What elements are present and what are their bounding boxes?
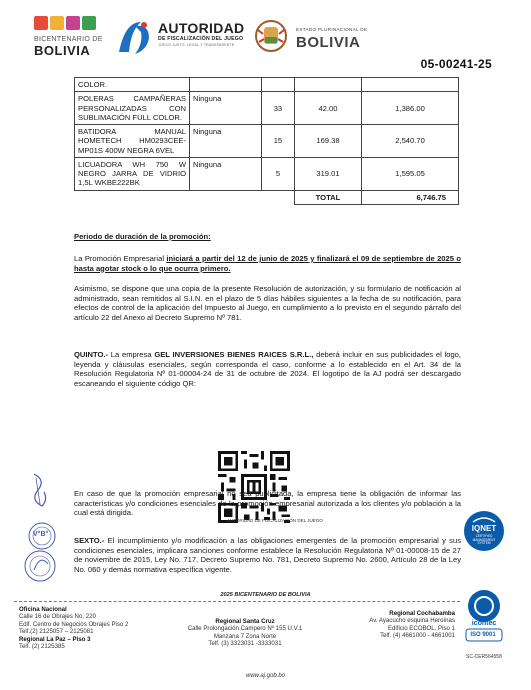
table-row [75, 125, 459, 158]
footer-santacruz-line: Calle Prolongación Campero Nº 155 U.V.1 [187, 625, 303, 633]
item-subtotal [362, 78, 459, 92]
bicentenario-icon-pink [66, 16, 80, 30]
item-description: BATIDORA MANUAL HOMETECH HM0293CEE-MP01S 400W NEGRA 6VEL [75, 125, 190, 158]
item-condition: Ninguna [190, 125, 262, 158]
item-quantity: 5 [262, 157, 295, 190]
handwritten-signature-icon [24, 470, 54, 510]
item-condition: Ninguna [190, 92, 262, 125]
footer-santacruz-line: Telf. (3) 3323031 -3333031 [208, 640, 282, 648]
aj-tagline: JUEGO JUSTO, LEGAL Y TRANSPARENTE [158, 43, 235, 47]
iqnet-subtitle: CERTIFIED MANAGEMENT SYSTEM [472, 534, 496, 546]
period-dates: iniciará a partir del 12 de junio de 2025 y finalizará el 09 de septiembre de 2025 o hasta agotar stock o lo que ocurra primero. [74, 254, 461, 273]
footer-divider [14, 601, 460, 602]
period-paragraph [74, 254, 461, 273]
bicentenario-icon-green [82, 16, 96, 30]
item-condition: Ninguna [190, 157, 262, 190]
iso-9001-label: ISO 9001 [470, 632, 496, 638]
item-description: COLOR. [75, 78, 190, 92]
table-row [75, 78, 459, 92]
total-label: TOTAL [294, 190, 361, 204]
footer-nacional-line: Calle 16 de Obrajes No. 220 [19, 613, 96, 621]
icontec-name: icontec [471, 620, 497, 627]
item-condition [190, 78, 262, 92]
sexto-label: SEXTO.- [74, 536, 105, 545]
item-unit-price [294, 78, 361, 92]
aj-subtitle: DE FISCALIZACIÓN DEL JUEGO [158, 36, 244, 42]
item-unit-price: 319.01 [294, 157, 361, 190]
footer-nacional-title: Oficina Nacional [19, 606, 67, 613]
footer-cochabamba-title: Regional Cochabamba [389, 610, 455, 617]
footer-oficina-nacional [19, 606, 128, 651]
item-quantity: 15 [262, 125, 295, 158]
footer-santacruz-title: Regional Santa Cruz [215, 618, 275, 625]
document-code: 05-00241-25 [420, 57, 492, 71]
aj-logo-icon [111, 16, 155, 60]
notification-paragraph: Asimismo, se dispone que una copia de la presente Resolución de autorización, y su formulario de notificación al administrado, sean remitidos al S.I.N. en el plazo de 5 días hábiles siguientes a la fecha de su notificación, para efectos de control de la aplicación del Impuesto al Juego, en cumplimiento a lo previsto en el segundo párrafo del artículo 22 del Anexo al Decreto Supremo Nº 781. [74, 284, 461, 322]
quinto-text-after: deberá incluir en sus publicidades el logo, leyenda y cláusulas esenciales, según corresponda el caso, conforme a lo establecido en el Art. 34 de la Resolución Regulatoria Nº 01-00004-24 de 31 de octubre de 2024. El logotipo de la AJ podrá ser descargado escaneando el siguiente código QR: [74, 350, 461, 388]
bicentenario-text: BICENTENARIO DE [34, 36, 103, 43]
estado-big-text: BOLIVIA [296, 34, 361, 51]
item-subtotal: 1,386.00 [362, 92, 459, 125]
bicentenario-icon-red [34, 16, 48, 30]
quinto-label: QUINTO.- [74, 350, 109, 359]
quinto-text-before: La empresa [108, 350, 155, 359]
footer-lapaz-title: Regional La Paz – Piso 3 [19, 635, 91, 643]
vb-stamp-text: V°B° [33, 531, 49, 538]
official-seal-icon [22, 548, 58, 584]
footer-cochabamba-line: Edificio ECOBOL, Piso 1 [387, 624, 455, 632]
item-subtotal: 2,540.70 [362, 125, 459, 158]
sexto-paragraph [74, 536, 461, 575]
certificate-code: SC-CER564558 [466, 654, 502, 660]
item-description: LICUADORA WH 750 W NEGRO JARRA DE VIDRIO 1,5L WKBE222BK [75, 157, 190, 190]
item-unit-price: 42.00 [294, 92, 361, 125]
bicentenario-country: BOLIVIA [34, 43, 91, 58]
period-text-before: La Promoción Empresarial [74, 254, 167, 263]
quinto-paragraph [74, 350, 461, 389]
item-quantity: 33 [262, 92, 295, 125]
iqnet-name: IQNET [471, 524, 497, 533]
table-row [75, 92, 459, 125]
footer-lapaz-line: Telf. (2) 2125385 [19, 643, 65, 651]
item-quantity [262, 78, 295, 92]
iqnet-badge [463, 510, 505, 556]
footer-nacional-line: Edif. Centro de Negocios Obrajes Piso 2 [19, 620, 129, 628]
item-unit-price: 169.38 [294, 125, 361, 158]
footer-regional-cochabamba [346, 610, 455, 640]
items-table [74, 77, 459, 205]
bicentenario-footer-line: 2025 BICENTENARIO DE BOLIVIA [220, 592, 311, 598]
footer-santacruz-line: Manzana 7 Zona Norte [213, 632, 277, 640]
footer-cochabamba-line: Av. Ayacucho esquina Heroínas [369, 617, 455, 625]
table-total-row [75, 190, 459, 204]
iqnet-icon [463, 510, 505, 556]
footer-nacional-line: Telf.(2) 2125057 – 2125081 [19, 628, 94, 636]
item-description: POLERAS CAMPAÑERAS PERSONALIZADAS CON SUBLIMACIÓN FULL COLOR. [75, 92, 190, 125]
item-subtotal: 1,595.05 [362, 157, 459, 190]
bicentenario-logo [34, 16, 104, 64]
footer-website-link[interactable]: www.aj.gob.bo [245, 673, 286, 679]
publication-paragraph: En caso de que la promoción empresarial no sea publicitada, la empresa tiene la obligación de informar las características y/o condiciones esenciales de la promoción empresarial autorizada a los clientes y/o población a la cual está dirigida. [74, 489, 461, 518]
footer-cochabamba-line: Telf. (4) 4661000 - 4661001 [380, 632, 455, 640]
footer-regional-santa-cruz [180, 618, 310, 648]
total-value: 6,746.75 [362, 190, 459, 204]
period-heading: Periodo de duración de la promoción: [74, 232, 211, 241]
quinto-company: GEL INVERSIONES BIENES RAICES S.R.L., [154, 350, 314, 359]
table-row [75, 157, 459, 190]
bicentenario-icon-yellow [50, 16, 64, 30]
qr-caption: AUTORIDAD DE FISCALIZACIÓN DEL JUEGO [227, 518, 323, 523]
sexto-text: El incumplimiento y/o modificación a las obligaciones emergentes de la promoción empresarial y sus condiciones esenciales, implicara sanciones conforme establece la Resolución Regulatoria Nº 01-00008-15 de 27 de noviembre de 2015, Ley No. 717, Decreto Supremo No. 781, Decreto Supremo No. 2600, Artículo 28 de la Ley No. 060 y demás normativa específica vigente. [74, 536, 461, 574]
estado-coat-of-arms-icon [253, 18, 289, 54]
estado-small-text: ESTADO PLURINACIONAL DE [296, 27, 368, 32]
aj-title: AUTORIDAD [158, 20, 245, 36]
